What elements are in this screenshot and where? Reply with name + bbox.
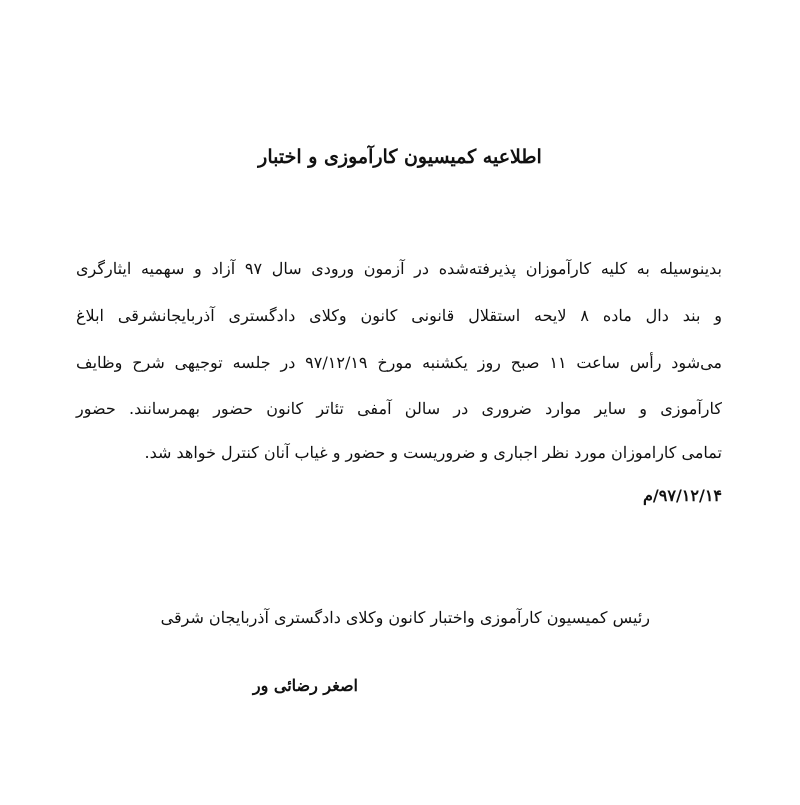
notice-body-line: کارآموزی و سایر موارد ضروری در سالن آمفی تئاتر کانون حضور بهمرسانند. حضور (76, 399, 722, 418)
notice-body-line: و بند دال ماده ۸ لایحه استقلال قانونی کانون وکلای دادگستری آذربایجانشرقی ابلاغ (76, 306, 722, 325)
signature-title: رئیس کمیسیون کارآموزی واختبار کانون وکلای دادگستری آذربایجان شرقی (160, 608, 650, 627)
notice-body-line: بدینوسیله به کلیه کارآموزان پذیرفته‌شده در آزمون ورودی سال ۹۷ آزاد و سهمیه ایثارگری (76, 259, 723, 278)
notice-body-line: تمامی کاراموزان مورد نظر اجباری و ضروریست و حضور و غیاب آنان کنترل خواهد شد. (144, 443, 722, 462)
notice-title: اطلاعیه کمیسیون کارآموزی و اختبار (258, 146, 542, 168)
notice-date: ۹۷/۱۲/۱۴/م (643, 486, 722, 505)
notice-body-line: می‌شود رأس ساعت ۱۱ صبح روز یکشنبه مورخ ۹۷/۱۲/۱۹ در جلسه توجیهی شرح وظایف (76, 353, 723, 372)
signer-name: اصغر رضائی ور (252, 676, 358, 695)
